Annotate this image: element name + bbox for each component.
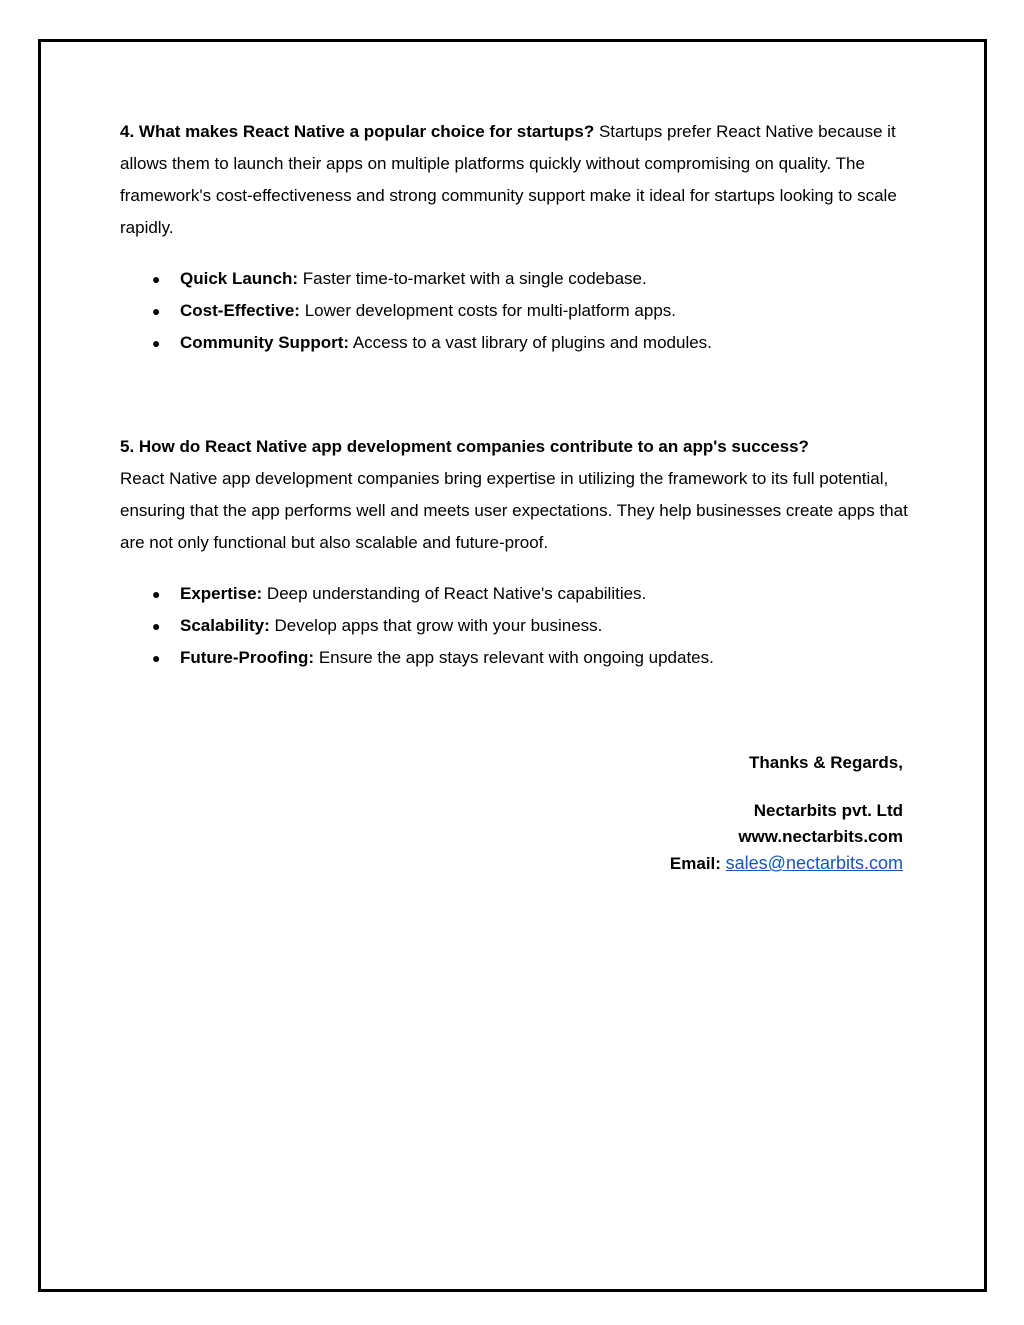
bullet-icon: ●	[152, 271, 161, 287]
bullet-text: Develop apps that grow with your business.	[269, 616, 603, 635]
bullet-text: Ensure the app stays relevant with ongoing updates.	[314, 648, 714, 667]
faq-4-question: 4. What makes React Native a popular choice for startups?	[120, 122, 595, 141]
list-item	[120, 642, 910, 674]
faq-4-bullet-list	[120, 263, 910, 359]
bullet-icon: ●	[152, 303, 161, 319]
faq-5-question: 5. How do React Native app development companies contribute to an app's success?	[120, 437, 809, 456]
bullet-text: Deep understanding of React Native's capabilities.	[262, 584, 647, 603]
list-item	[120, 610, 910, 642]
bullet-title: Future-Proofing:	[180, 648, 315, 667]
bullet-text: Lower development costs for multi-platform apps.	[299, 301, 677, 320]
bullet-text: Access to a vast library of plugins and modules.	[349, 333, 712, 352]
email-link[interactable]: sales@nectarbits.com	[725, 853, 903, 873]
list-item	[120, 578, 910, 610]
list-item	[120, 295, 910, 327]
bullet-title: Scalability:	[180, 616, 270, 635]
bullet-icon: ●	[152, 335, 161, 351]
faq-4-answer: Startups prefer React Native because it allows them to launch their apps on multiple platforms quickly without compromising on quality. The framework's cost-effectiveness and strong community support make it ideal for startups looking to scale rapidly.	[120, 122, 897, 237]
bullet-icon: ●	[152, 586, 161, 602]
list-item	[120, 263, 910, 295]
signature-company: Nectarbits pvt. Ltd	[753, 801, 903, 820]
bullet-title: Expertise:	[180, 584, 263, 603]
faq-4-paragraph	[120, 116, 910, 244]
bullet-title: Quick Launch:	[180, 269, 299, 288]
signature-regards: Thanks & Regards,	[749, 753, 903, 772]
faq-5-answer: React Native app development companies bring expertise in utilizing the framework to its full potential, ensuring that the app performs well and meets user expectations. They help businesses create apps that are not only functional but also scalable and future-proof.	[120, 469, 908, 552]
signature-email-line	[670, 850, 903, 877]
list-item	[120, 327, 910, 359]
document-body	[120, 116, 910, 674]
signature-block	[670, 750, 903, 877]
bullet-title: Community Support:	[180, 333, 350, 352]
bullet-icon: ●	[152, 618, 161, 634]
faq-section-4	[120, 116, 910, 359]
faq-section-5	[120, 431, 910, 674]
signature-website: www.nectarbits.com	[738, 827, 903, 846]
faq-5-paragraph	[120, 431, 910, 559]
faq-5-bullet-list	[120, 578, 910, 674]
email-label: Email:	[669, 854, 726, 873]
bullet-title: Cost-Effective:	[180, 301, 300, 320]
bullet-text: Faster time-to-market with a single codebase.	[298, 269, 647, 288]
bullet-icon: ●	[152, 650, 161, 666]
